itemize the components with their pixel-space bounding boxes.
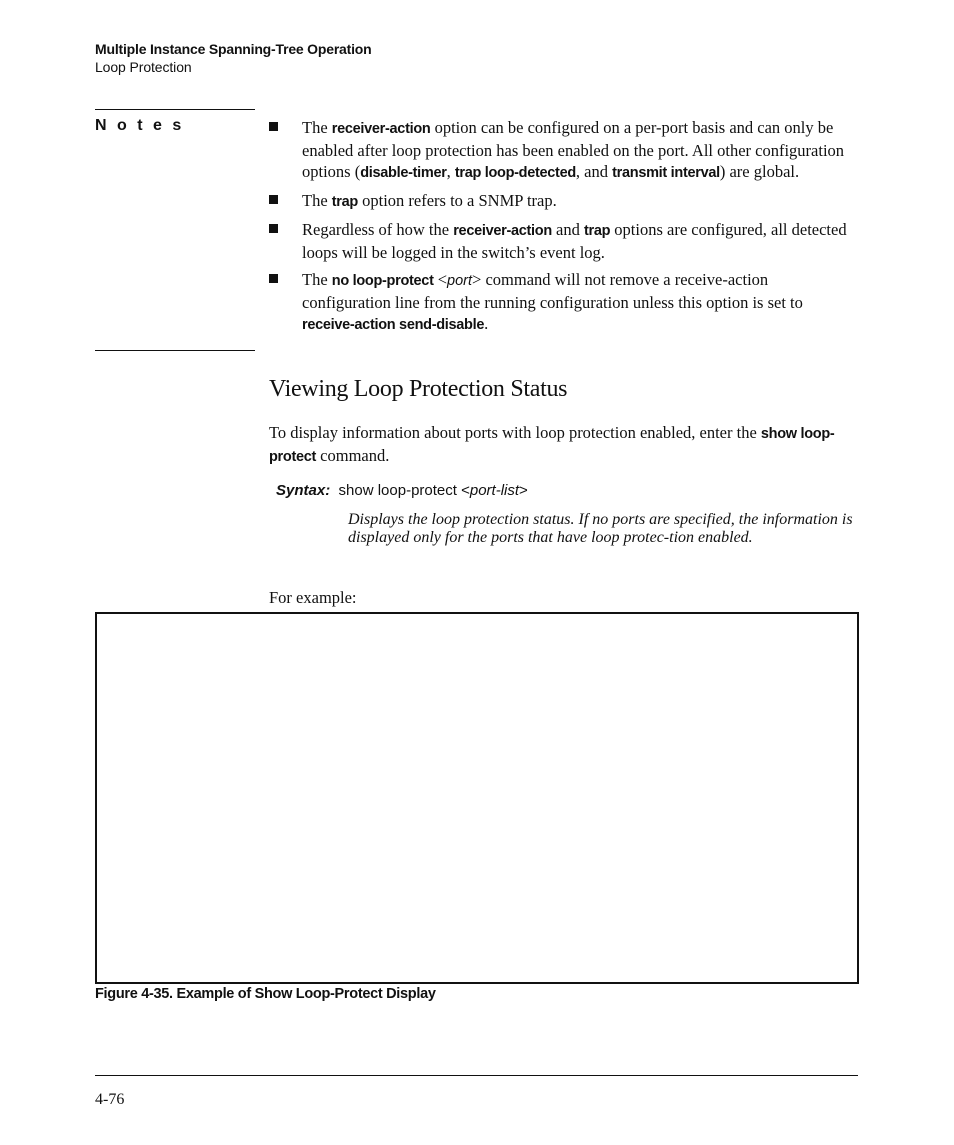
intro-text: To display information about ports with loop protection enabled, enter the xyxy=(269,423,761,442)
syntax-label: Syntax: xyxy=(276,482,331,499)
notes-list xyxy=(269,117,859,342)
note-keyword: trap xyxy=(331,194,358,210)
note-text: options are configured, all detected loops will be logged in the switch’s event log. xyxy=(302,220,847,262)
note-text: , and xyxy=(575,162,613,181)
syntax-param: port-list xyxy=(469,482,520,499)
figure-caption: Figure 4-35. Example of Show Loop-Protect Display xyxy=(95,986,436,1002)
note-text: and xyxy=(551,220,584,239)
note-keyword: trap loop-detected xyxy=(454,165,576,181)
notes-label: N o t e s xyxy=(95,117,185,134)
note-text: , xyxy=(446,162,455,181)
syntax-line xyxy=(276,482,528,499)
intro-paragraph xyxy=(269,422,859,468)
note-text: option refers to a SNMP trap. xyxy=(357,191,557,210)
for-example-text: For example: xyxy=(269,588,357,607)
note-keyword: receiver-action xyxy=(453,223,552,239)
note-keyword: trap xyxy=(583,223,611,239)
bullet-icon xyxy=(269,195,278,204)
note-text: ) are global. xyxy=(719,162,800,181)
note-text: The xyxy=(302,118,332,137)
note-item xyxy=(269,269,859,336)
footer-rule xyxy=(95,1075,858,1076)
note-item xyxy=(269,190,859,213)
running-header-section: Loop Protection xyxy=(95,59,192,75)
section-title: Viewing Loop Protection Status xyxy=(269,376,568,402)
note-keyword: no loop-protect xyxy=(331,273,434,289)
note-text: The xyxy=(302,270,332,289)
syntax-close: > xyxy=(519,482,528,499)
figure-box xyxy=(95,612,859,984)
running-header-chapter: Multiple Instance Spanning-Tree Operation xyxy=(95,41,372,57)
note-keyword: disable-timer xyxy=(360,165,447,181)
note-text: Regardless of how the xyxy=(302,220,454,239)
note-keyword: transmit interval xyxy=(612,165,720,181)
notes-bottom-rule xyxy=(95,350,255,351)
note-text: > command will not remove a receive-action configuration line from the running configuration unless this option is set to xyxy=(302,270,803,312)
note-keyword: receive-action send-disable xyxy=(302,317,485,333)
page-number: 4-76 xyxy=(95,1091,125,1108)
note-keyword: receiver-action xyxy=(331,121,431,137)
note-text: < xyxy=(433,270,448,289)
note-item xyxy=(269,219,859,263)
intro-command: show loop-protect xyxy=(269,426,835,465)
note-text: The xyxy=(302,191,332,210)
bullet-icon xyxy=(269,274,278,283)
intro-tail: command. xyxy=(316,446,390,465)
note-text: . xyxy=(484,314,489,333)
note-item xyxy=(269,117,859,184)
syntax-command: show loop-protect < xyxy=(338,482,470,499)
bullet-icon xyxy=(269,122,278,131)
bullet-icon xyxy=(269,224,278,233)
note-param: port xyxy=(447,273,473,289)
syntax-description: Displays the loop protection status. If no ports are specified, the information is displayed only for the ports that have loop protec-tion enabled. xyxy=(348,511,853,546)
notes-top-rule xyxy=(95,109,255,110)
note-text: option can be configured on a per-port basis and can only be enabled after loop protection has been enabled on the port. All other configuration options ( xyxy=(302,118,845,181)
